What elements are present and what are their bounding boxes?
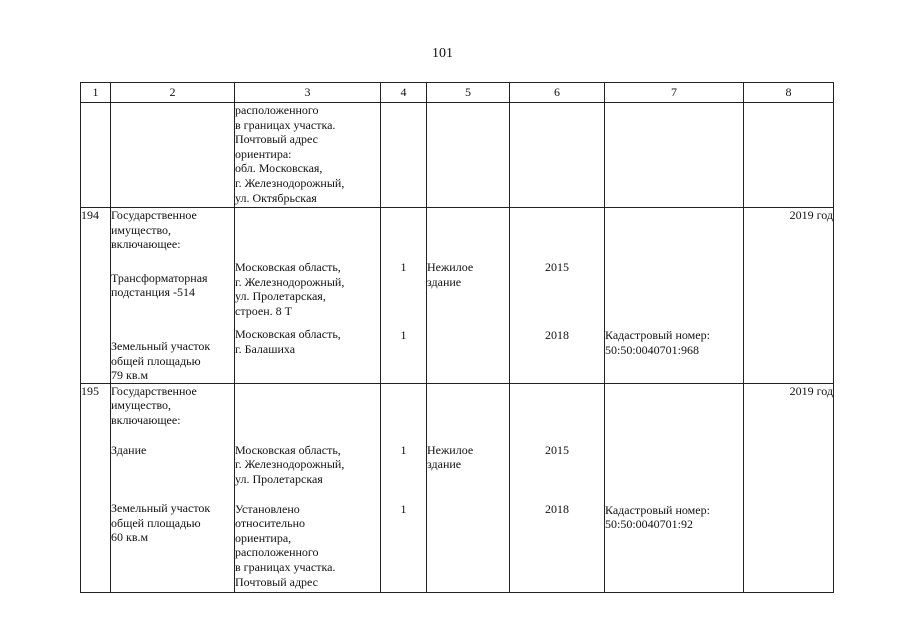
address-line: в границах участка. xyxy=(235,117,336,132)
cadastre-label: Кадастровый номер: xyxy=(605,328,710,342)
type-value: здание xyxy=(427,274,462,289)
item-name: Земельный участок xyxy=(111,501,211,516)
header-cell-7: 7 xyxy=(605,83,744,103)
type-value: здание xyxy=(427,457,462,472)
address-line: расположенного xyxy=(235,103,319,117)
type-value: Нежилое xyxy=(427,260,474,274)
address-line: Почтовый адрес xyxy=(235,574,319,589)
address-line: Московская область, xyxy=(235,442,341,457)
item-name: Трансформаторная xyxy=(111,270,208,285)
type-value: Нежилое xyxy=(427,442,474,457)
item-name: 79 кв.м xyxy=(111,368,149,383)
cell-name xyxy=(111,208,235,384)
item-name: общей площадью xyxy=(111,353,201,368)
address-line: ориентира: xyxy=(235,146,292,161)
address-line: Установлено xyxy=(235,501,300,516)
page-number: 101 xyxy=(432,46,453,61)
address-line: Московская область, xyxy=(235,327,341,342)
cell-cadastre xyxy=(605,103,744,208)
header-cell-6: 6 xyxy=(510,83,605,103)
group-line: имущество, xyxy=(111,222,172,237)
cell-qty xyxy=(381,383,427,592)
cell-year xyxy=(744,103,834,208)
header-cell-8: 8 xyxy=(744,83,834,103)
item-name: 60 кв.м xyxy=(111,530,149,545)
cell-name xyxy=(111,383,235,592)
cell-year-built xyxy=(510,208,605,384)
cell-type xyxy=(427,383,510,592)
cadastre-number: 50:50:0040701:968 xyxy=(605,342,700,357)
item-name: Здание xyxy=(111,442,147,457)
year-built-value: 2018 xyxy=(545,327,569,342)
table-row xyxy=(81,208,834,384)
cell-name xyxy=(111,103,235,208)
item-name: подстанция -514 xyxy=(111,285,196,300)
address-line: обл. Московская, xyxy=(235,161,323,176)
cell-address xyxy=(235,103,381,208)
row-number: 195 xyxy=(81,383,111,592)
qty-value: 1 xyxy=(400,260,407,274)
address-line: ориентира, xyxy=(235,530,292,545)
cell-year-built xyxy=(510,103,605,208)
cell-type xyxy=(427,103,510,208)
address-line: относительно xyxy=(235,516,306,531)
address-line: строен. 8 Т xyxy=(235,303,292,318)
cell-cadastre xyxy=(605,383,744,592)
cell-year: 2019 год xyxy=(744,383,834,592)
address-line: ул. Пролетарская, xyxy=(235,289,326,304)
cell-qty xyxy=(381,103,427,208)
qty-value: 1 xyxy=(400,502,407,517)
cell-qty xyxy=(381,208,427,384)
address-line: расположенного xyxy=(235,545,319,560)
item-name: общей площадью xyxy=(111,515,201,530)
header-cell-2: 2 xyxy=(111,83,235,103)
address-line: ул. Октябрьская xyxy=(235,190,317,205)
year-built-value: 2015 xyxy=(545,442,569,457)
property-table xyxy=(80,82,834,593)
address-line: Московская область, xyxy=(235,260,341,274)
group-line: включающее: xyxy=(111,412,181,427)
table-row xyxy=(81,103,834,208)
header-cell-4: 4 xyxy=(381,83,427,103)
address-line: г. Железнодорожный, xyxy=(235,457,345,472)
header-cell-1: 1 xyxy=(81,83,111,103)
cell-address xyxy=(235,208,381,384)
address-line: в границах участка. xyxy=(235,559,336,574)
year-built-value: 2015 xyxy=(545,260,569,274)
cadastre-number: 50:50:0040701:92 xyxy=(605,517,694,532)
address-line: г. Железнодорожный, xyxy=(235,274,345,289)
header-row xyxy=(81,83,834,103)
address-line: г. Балашиха xyxy=(235,341,296,356)
group-line: включающее: xyxy=(111,237,181,252)
group-line: имущество, xyxy=(111,398,172,413)
header-cell-3: 3 xyxy=(235,83,381,103)
item-name: Земельный участок xyxy=(111,338,211,353)
table-row xyxy=(81,383,834,592)
year-built-value: 2018 xyxy=(545,502,569,517)
qty-value: 1 xyxy=(400,442,407,457)
address-line: Почтовый адрес xyxy=(235,132,319,147)
cell-address xyxy=(235,383,381,592)
address-line: г. Железнодорожный, xyxy=(235,175,345,190)
qty-value: 1 xyxy=(400,327,407,342)
cadastre-label: Кадастровый номер: xyxy=(605,502,710,517)
cell-type xyxy=(427,208,510,384)
group-line: Государственное xyxy=(111,383,197,398)
cell-year: 2019 год xyxy=(744,208,834,384)
group-line: Государственное xyxy=(111,208,197,222)
cell-year-built xyxy=(510,383,605,592)
cell-num xyxy=(81,103,111,208)
header-cell-5: 5 xyxy=(427,83,510,103)
cell-cadastre xyxy=(605,208,744,384)
row-number: 194 xyxy=(81,208,111,384)
address-line: ул. Пролетарская xyxy=(235,471,323,486)
